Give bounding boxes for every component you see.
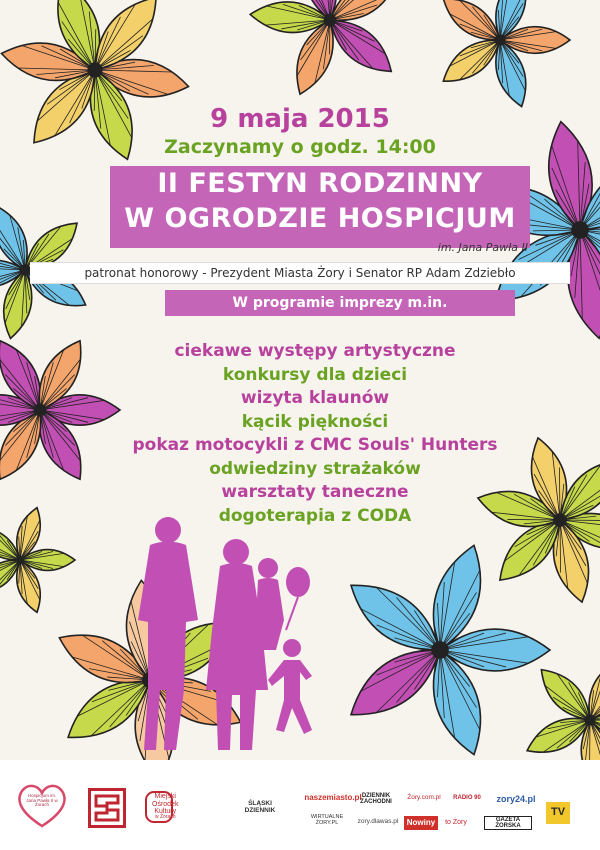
flower-petal bbox=[443, 0, 500, 40]
mok-logo: Miejski Ośrodek Kultury w Żorach bbox=[144, 784, 206, 830]
zory-com-logo: Żory.com.pl bbox=[407, 793, 441, 801]
event-title-line2: W OGRODZIE HOSPICJUM bbox=[124, 203, 516, 234]
program-item: konkursy dla dzieci bbox=[222, 364, 408, 385]
program-heading: W programie imprezy m.in. bbox=[165, 290, 515, 316]
patronage-line: patronat honorowy - Prezydent Miasta Żory i Senator RP Adam Zdziebło bbox=[30, 262, 570, 284]
zory-dlawas-logo: zory.dlawas.pl bbox=[357, 817, 399, 825]
flower-center bbox=[19, 264, 30, 275]
event-title-line1: II FESTYN RODZINNY bbox=[157, 168, 483, 199]
flower-center bbox=[571, 221, 589, 239]
event-date: 9 maja 2015 bbox=[210, 104, 390, 134]
sponsors-footer bbox=[0, 760, 600, 850]
flower-center bbox=[324, 14, 337, 27]
zory-city-logo bbox=[88, 788, 126, 828]
zory-emblem-icon bbox=[93, 793, 121, 823]
tv-logo: TV bbox=[546, 802, 570, 824]
flower-petal bbox=[443, 40, 500, 81]
program-item: ciekawe występy artystyczne bbox=[174, 341, 456, 361]
program-item: warsztaty taneczne bbox=[221, 482, 409, 502]
to-zory-logo: to Żory bbox=[445, 819, 467, 827]
program-item: odwiedziny strażaków bbox=[209, 458, 421, 479]
flower bbox=[443, 0, 570, 107]
program-item: pokaz motocykli z CMC Souls' Hunters bbox=[132, 435, 498, 455]
flower-center bbox=[87, 62, 102, 77]
naszemiasto-logo: naszemiasto.pl bbox=[304, 792, 362, 802]
program-item: dogoterapia z CODA bbox=[218, 505, 412, 526]
flower-center bbox=[34, 404, 47, 417]
event-start-time: Zaczynamy o godz. 14:00 bbox=[164, 136, 436, 158]
wirtualne-zory-logo: WIRTUALNE ŻORY.PL bbox=[310, 814, 344, 826]
program-item: kącik piękności bbox=[241, 411, 389, 432]
zory24-logo: zory24.pl bbox=[496, 794, 536, 805]
dziennik-zachodni-logo: DZIENNIK ZACHODNI bbox=[360, 792, 392, 805]
flower-center bbox=[494, 34, 505, 45]
hospicjum-logo: Hospicjum im. Jana Pawła II w Żorach bbox=[14, 780, 70, 830]
nowiny-logo: Nowiny bbox=[404, 816, 438, 830]
flower bbox=[250, 0, 398, 94]
gazeta-zorska-logo: GAZETA ŻORSKA bbox=[484, 816, 532, 830]
flower-petal bbox=[330, 20, 391, 71]
event-subtitle: im. Jana Pawła II bbox=[437, 241, 528, 254]
family-silhouette-illustration bbox=[0, 500, 600, 760]
radio-90-logo: RADIO 90 bbox=[453, 794, 481, 801]
program-item: wizyta klaunów bbox=[240, 388, 390, 408]
slaski-dziennik-logo: ŚLĄSKI DZIENNIK bbox=[244, 800, 276, 814]
flower-petal bbox=[330, 0, 398, 20]
